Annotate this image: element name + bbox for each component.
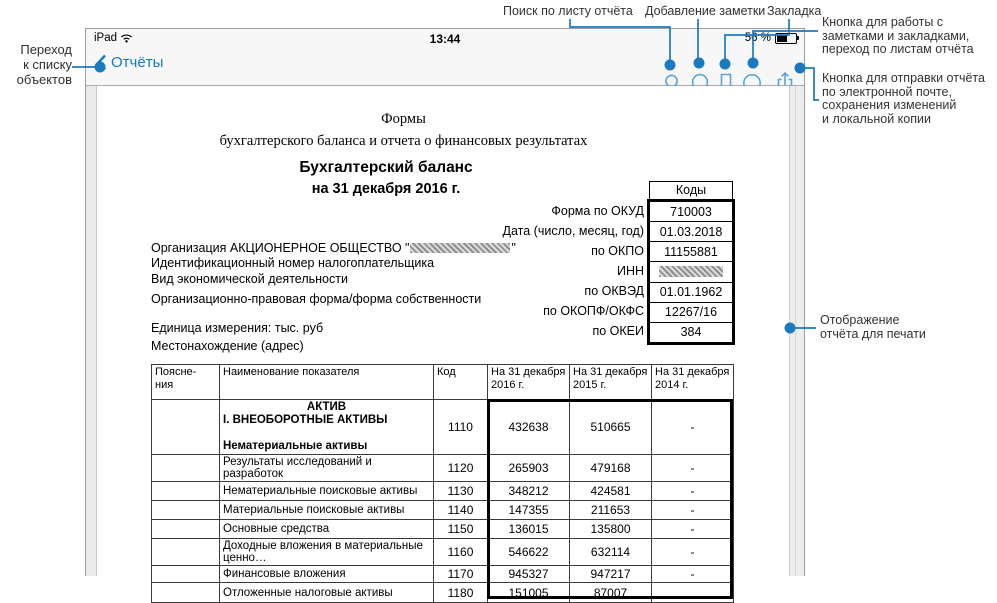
report-date: на 31 декабря 2016 г.: [311, 181, 461, 197]
cell-2014: -: [652, 539, 734, 566]
back-button-label: Отчёты: [111, 54, 164, 71]
cell-2014: -: [652, 400, 734, 455]
code-value: 01.01.1962: [650, 283, 732, 303]
cell-2015: 479168: [570, 455, 652, 482]
cell-name: Отложенные налоговые активы: [220, 583, 434, 603]
cell-2015: 211653: [570, 501, 652, 520]
cell-name: Основные средства: [220, 520, 434, 539]
cell-explanations: [152, 482, 220, 501]
annotation-back-to-list: [17, 42, 72, 87]
redacted-org-name: [410, 243, 510, 253]
table-row: [152, 583, 734, 603]
cell-explanations: [152, 501, 220, 520]
annotation-search: Поиск по листу отчёта: [503, 4, 633, 18]
org-name-line: [151, 241, 516, 255]
code-label: по ОКОПФ/ОКФС: [543, 304, 644, 318]
annotation-line: Кнопка для отправки отчёта: [822, 71, 985, 85]
cell-code: 1130: [434, 482, 488, 501]
status-bar: [86, 29, 804, 48]
org-name-suffix: ": [511, 241, 516, 255]
cell-2015: 632114: [570, 539, 652, 566]
header-explanations: Поясне- ния: [152, 365, 220, 400]
cell-name: Финансовые вложения: [220, 566, 434, 583]
annotation-line: к списку: [23, 57, 72, 72]
cell-2016: 432638: [488, 400, 570, 455]
code-value-redacted: [650, 262, 732, 282]
org-address-label: Местонахождение (адрес): [151, 339, 304, 353]
code-label: по ОКЕИ: [592, 324, 644, 338]
annotation-line: заметками и закладками,: [822, 28, 970, 43]
header-code: Код: [434, 365, 488, 400]
annotation-line: по электронной почте,: [822, 84, 952, 99]
annotation-line: сохранения изменений: [822, 98, 957, 112]
annotation-line: Кнопка для работы с: [822, 15, 944, 29]
cell-name: Доходные вложения в материальные ценно…: [220, 539, 434, 566]
cell-code: 1150: [434, 520, 488, 539]
org-inn-label: Идентификационный номер налогоплательщика: [151, 256, 435, 270]
codes-table: [647, 199, 735, 345]
cell-2016: 147355: [488, 501, 570, 520]
cell-name: Материальные поисковые активы: [220, 501, 434, 520]
cell-2016: 546622: [488, 539, 570, 566]
table-header-row: [152, 365, 734, 400]
code-label: Форма по ОКУД: [551, 204, 644, 218]
code-value: 12267/16: [650, 303, 732, 323]
battery-status: [745, 32, 797, 44]
cell-2015: 87007: [570, 583, 652, 603]
cell-2014: -: [652, 520, 734, 539]
cell-2016: 151005: [488, 583, 570, 603]
cell-code: 1140: [434, 501, 488, 520]
page-scrollbar-area[interactable]: [789, 86, 804, 576]
cell-2014: -: [652, 566, 734, 583]
cell-2014: -: [652, 501, 734, 520]
table-row: [152, 501, 734, 520]
annotation-line: Переход: [20, 42, 72, 57]
cell-2015: 424581: [570, 482, 652, 501]
table-row: [152, 520, 734, 539]
cell-explanations: [152, 566, 220, 583]
battery-percent: 56 %: [744, 32, 771, 44]
cell-explanations: [152, 539, 220, 566]
annotation-line: отчёта для печати: [820, 326, 926, 341]
annotation-line: переход по листам отчёта: [822, 42, 974, 56]
org-activity-label: Вид экономической деятельности: [151, 272, 348, 286]
cell-explanations: [152, 583, 220, 603]
annotation-send-report: [822, 72, 985, 126]
header-indicator-name: Наименование показателя: [220, 365, 434, 400]
balance-table: [151, 364, 734, 603]
cell-2014: [652, 583, 734, 603]
annotation-line: объектов: [16, 72, 72, 87]
org-unit-label: Единица измерения: тыс. руб: [151, 321, 324, 335]
code-label: по ОКВЭД: [584, 284, 644, 298]
cell-code: 1160: [434, 539, 488, 566]
cell-code: 1170: [434, 566, 488, 583]
code-label: ИНН: [616, 264, 644, 278]
cell-name: Нематериальные поисковые активы: [220, 482, 434, 501]
cell-explanations: [152, 520, 220, 539]
ipad-screen: [85, 28, 805, 600]
code-value: 11155881: [650, 242, 732, 262]
code-label: по ОКПО: [591, 244, 644, 258]
cell-code: 1120: [434, 455, 488, 482]
cell-code: 1180: [434, 583, 488, 603]
annotation-notes-nav: [822, 16, 974, 57]
cell-2016: 945327: [488, 566, 570, 583]
header-2014: На 31 декабря 2014 г.: [652, 365, 734, 400]
cell-2015: 510665: [570, 400, 652, 455]
org-name-prefix: Организация АКЦИОНЕРНОЕ ОБЩЕСТВО ": [151, 241, 410, 255]
table-row: [152, 482, 734, 501]
cell-2014: -: [652, 482, 734, 501]
table-row: [152, 400, 734, 455]
header-2015: На 31 декабря 2015 г.: [570, 365, 652, 400]
callout-line-send: [804, 68, 819, 100]
annotation-line: и локальной копии: [822, 111, 931, 126]
cell-name: АКТИВ I. ВНЕОБОРОТНЫЕ АКТИВЫ Нематериальные активы: [220, 400, 434, 455]
annotation-print-view: [820, 314, 926, 341]
cell-code: 1110: [434, 400, 488, 455]
cell-2015: 947217: [570, 566, 652, 583]
code-value: 384: [650, 323, 732, 342]
code-label: Дата (число, месяц, год): [502, 224, 644, 238]
device-label: iPad: [94, 32, 118, 44]
battery-icon: [775, 33, 797, 44]
cell-2016: 265903: [488, 455, 570, 482]
cell-explanations: [152, 455, 220, 482]
report-title: Бухгалтерский баланс: [299, 159, 473, 176]
cell-explanations: [152, 400, 220, 455]
clock: 13:44: [429, 32, 461, 46]
code-value: 710003: [650, 202, 732, 222]
form-heading-2: бухгалтерского баланса и отчета о финансовых результатах: [219, 133, 588, 149]
cell-name: Результаты исследований и разработок: [220, 455, 434, 482]
navigation-bar: [86, 48, 804, 86]
cell-2016: 136015: [488, 520, 570, 539]
annotation-line: Отображение: [820, 313, 900, 327]
back-button[interactable]: [96, 54, 163, 71]
table-row: [152, 566, 734, 583]
cell-2016: 348212: [488, 482, 570, 501]
cell-2015: 135800: [570, 520, 652, 539]
annotation-add-note: Добавление заметки: [645, 4, 766, 18]
chevron-left-icon: [96, 54, 107, 71]
table-row: [152, 455, 734, 482]
code-value: 01.03.2018: [650, 222, 732, 242]
form-heading-1: Формы: [381, 111, 426, 127]
table-row: [152, 539, 734, 566]
codes-header-cell: Коды: [649, 181, 733, 200]
page-left-edge: [86, 86, 97, 576]
org-form-label: Организационно-правовая форма/форма собственности: [151, 292, 482, 306]
annotation-bookmark: Закладка: [767, 4, 822, 18]
header-2016: На 31 декабря 2016 г.: [488, 365, 570, 400]
cell-2014: -: [652, 455, 734, 482]
redacted-inn-value: [659, 266, 723, 277]
